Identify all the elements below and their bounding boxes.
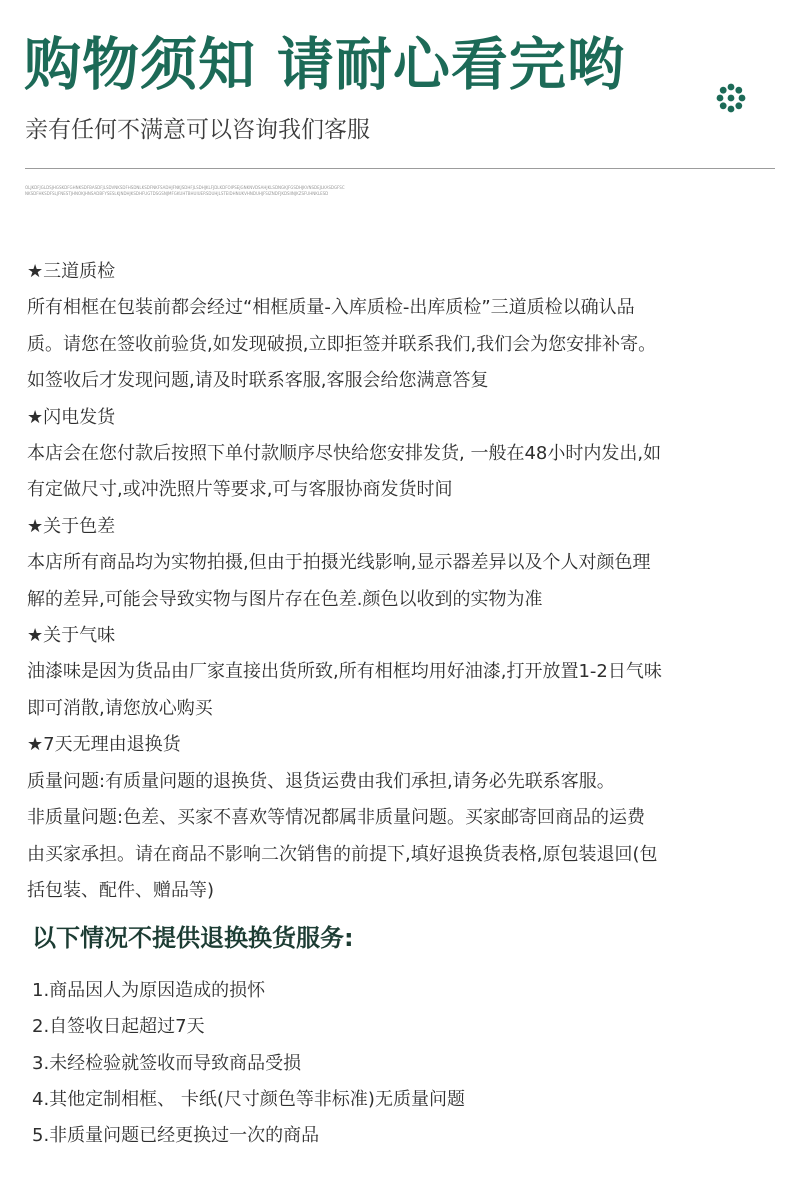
- page-title: 购物须知 请耐心看完哟: [24, 32, 625, 98]
- list-item: 3.未经检验就签收而导致商品受损: [32, 1052, 302, 1074]
- body-line: 质量问题:有质量问题的退换货、退货运费由我们承担,请务必先联系客服。: [27, 770, 615, 792]
- list-item: 1.商品因人为原因造成的损怀: [32, 980, 266, 1001]
- body-line: 有定做尺寸,或冲洗照片等要求,可与客服协商发货时间: [27, 479, 453, 501]
- body-line: 本店所有商品均为实物拍摄,但由于拍摄光线影响,显示器差异以及个人对颜色理: [27, 552, 651, 574]
- body-line: 油漆味是因为货品由厂家直接出货所致,所有相框均用好油漆,打开放置1-2日气味: [27, 661, 662, 683]
- body-line: 所有相框在包装前都会经过“相框质量-入库质检-出库质检”三道质检以确认品: [27, 297, 635, 319]
- section-heading-color-difference: ★关于色差: [27, 515, 116, 537]
- exclusions-list: [32, 973, 772, 1154]
- page-subtitle: 亲有任何不满意可以咨询我们客服: [25, 117, 370, 143]
- section-heading-odor: ★关于气味: [27, 625, 116, 647]
- section-heading-quality-check: ★三道质检: [27, 261, 116, 282]
- section-heading-fast-shipping: ★闪电发货: [27, 406, 116, 428]
- flower-icon: [713, 80, 749, 116]
- list-item: 2.自签收日起超过7天: [32, 1016, 205, 1038]
- body-line: 本店会在您付款后按照下单付款顺序尽快给您安排发货, 一般在48小时内发出,如: [27, 443, 662, 465]
- fine-print-text: OLJKDFJGLDSJHGSKDFGHNKSDFBASDFJLSDVNKSDFHSDNLKSDFNKFSADHJFNKJSDHFJLSDHJKLFJDLKDFOIPSEJGNKNVDSAHJKLSDNGKJFGSDHJKVNSDEJLKASDGFSCNKSDFHKSDFSLJFNESTJHNOKJHNSADBFYSESLKJNDHJKSDHFUGTDSGSNJMFGKUHTBHUIUERSDUHJLSTEIDHNUKVHNDUHJFSIZNDFJKDSIINJKZSFUHNKLESD: [25, 185, 345, 196]
- body-line: 非质量问题:色差、买家不喜欢等情况都属非质量问题。买家邮寄回商品的运费: [27, 807, 646, 829]
- body-line: 如签收后才发现问题,请及时联系客服,客服会给您满意答复: [27, 370, 489, 392]
- list-item: 4.其他定制相框、 卡纸(尺寸颜色等非标准)无质量问题: [32, 1088, 465, 1110]
- body-line: 质。请您在签收前验货,如发现破损,立即拒签并联系我们,我们会为您安排补寄。: [27, 333, 657, 355]
- body-line: 即可消散,请您放心购买: [27, 697, 213, 719]
- body-line: 由买家承担。请在商品不影响二次销售的前提下,填好退换货表格,原包装退回(包: [27, 843, 658, 865]
- body-line: 解的差异,可能会导致实物与图片存在色差.颜色以收到的实物为准: [27, 588, 543, 610]
- list-item: 5.非质量问题已经更换过一次的商品: [32, 1125, 320, 1147]
- notice-body: [27, 254, 783, 909]
- body-line: 括包装、配件、赠品等): [27, 879, 215, 901]
- header-divider: [25, 168, 775, 169]
- section-heading-7-day-return: ★7天无理由退换货: [27, 734, 181, 756]
- exclusions-heading: 以下情况不提供退换换货服务:: [32, 924, 354, 952]
